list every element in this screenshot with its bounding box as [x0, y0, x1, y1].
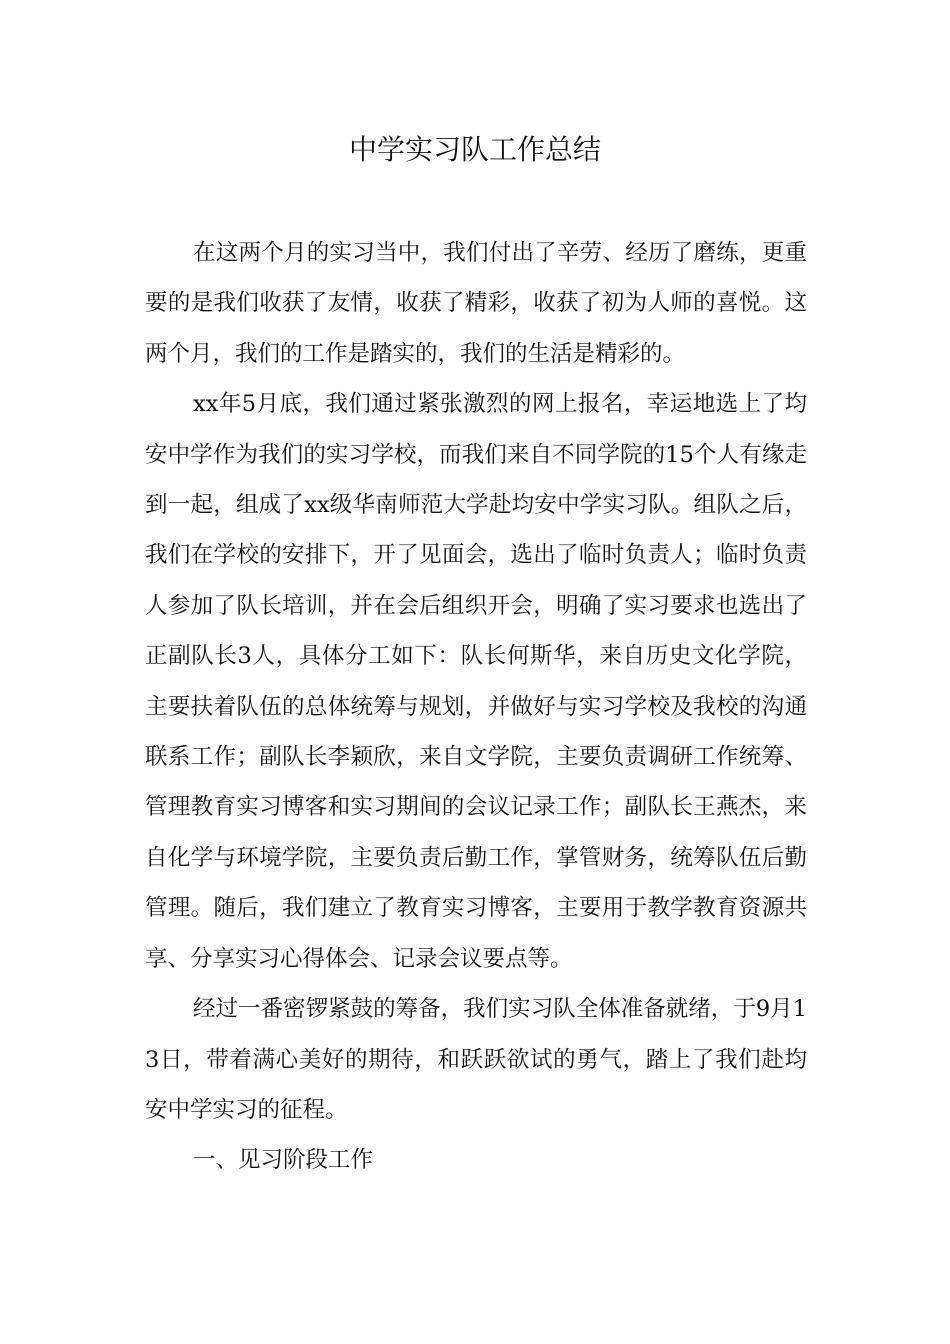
section-heading: 一、见习阶段工作 — [193, 1147, 374, 1174]
document-body — [145, 228, 807, 1186]
paragraph-1: 在这两个月的实习当中，我们付出了辛劳、经历了磨练，更重要的是我们收获了友情，收获了精彩，收获了初为人师的喜悦。这两个月，我们的工作是踏实的，我们的生活是精彩的。 — [145, 240, 807, 367]
document-title: 中学实习队工作总结 — [348, 133, 601, 166]
paragraph-2: xx年5月底，我们通过紧张激烈的网上报名，幸运地选上了均安中学作为我们的实习学校，而我们来自不同学院的15个人有缘走到一起，组成了xx级华南师范大学赴均安中学实习队。组队之后，我们在学校的安排下，开了见面会，选出了临时负责人；临时负责人参加了队长培训，并在会后组织开会，明确了实习要求也选出了正副队长3人，具体分工如下：队长何斯华，来自历史文化学院，主要扶着队伍的总体统筹与规划，并做好与实习学校及我校的沟通联系工作；副队长李颖欣，来自文学院，主要负责调研工作统筹、管理教育实习博客和实习期间的会议记录工作；副队长王燕杰，来自化学与环境学院，主要负责后勤工作，掌管财务，统筹队伍后勤管理。随后，我们建立了教育实习博客，主要用于教学教育资源共享、分享实习心得体会、记录会议要点等。 — [145, 391, 807, 972]
paragraph-3: 经过一番密锣紧鼓的筹备，我们实习队全体准备就绪，于9月13日，带着满心美好的期待，和跃跃欲试的勇气，踏上了我们赴均安中学实习的征程。 — [145, 996, 807, 1123]
